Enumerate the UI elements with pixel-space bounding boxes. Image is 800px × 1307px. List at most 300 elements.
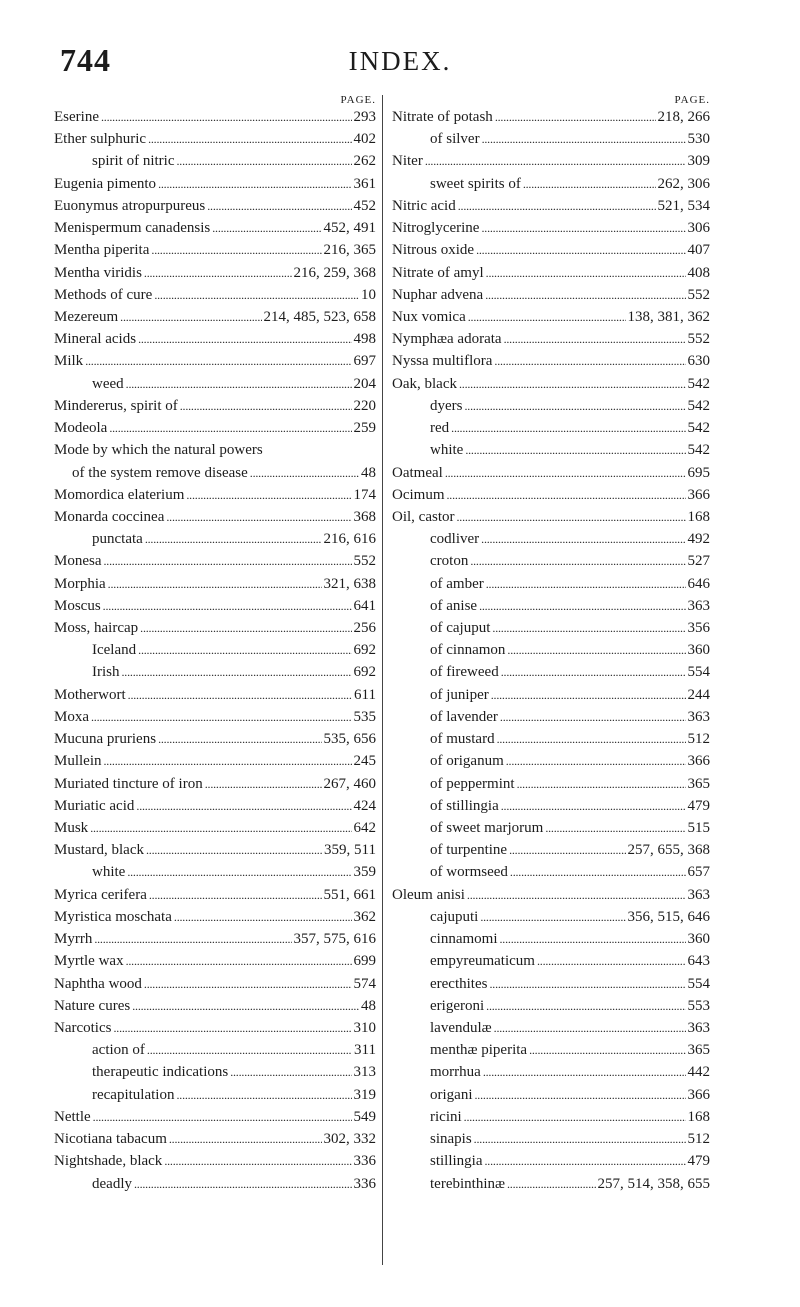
entry-term: Irish — [92, 664, 120, 681]
dot-leader — [149, 884, 322, 906]
dot-leader — [144, 262, 292, 284]
entry-pages: 535, 656 — [323, 731, 376, 748]
dot-leader — [108, 573, 322, 595]
dot-leader — [537, 950, 686, 972]
dot-leader — [145, 528, 322, 550]
index-entry — [54, 195, 376, 217]
index-entry — [54, 1039, 376, 1061]
entry-term: of the system remove disease — [72, 464, 248, 481]
index-entry — [54, 550, 376, 572]
dot-leader — [90, 817, 351, 839]
index-entry — [392, 350, 710, 372]
entry-term: Oatmeal — [392, 464, 443, 481]
entry-term: origani — [430, 1086, 473, 1103]
entry-term: Mineral acids — [54, 331, 137, 348]
entry-term: empyreumaticum — [430, 953, 535, 970]
entry-pages: 692 — [353, 664, 376, 681]
entry-pages: 368 — [353, 508, 376, 525]
entry-pages: 552 — [687, 331, 710, 348]
index-entry — [392, 462, 710, 484]
entry-pages: 697 — [353, 353, 376, 370]
entry-term: Nitrate of potash — [392, 109, 493, 125]
entry-pages: 218, 266 — [657, 109, 710, 125]
index-entry — [392, 395, 710, 417]
index-entry — [54, 262, 376, 284]
entry-pages: 216, 259, 368 — [293, 264, 376, 281]
index-entry — [54, 1173, 376, 1195]
dot-leader — [94, 928, 291, 950]
entry-pages: 554 — [687, 975, 710, 992]
entry-pages: 542 — [687, 420, 710, 437]
index-entry — [54, 439, 376, 461]
entry-pages: 657 — [687, 864, 710, 881]
dot-leader — [492, 617, 685, 639]
dot-leader — [166, 506, 351, 528]
entry-pages: 630 — [687, 353, 710, 370]
entry-pages: 365 — [687, 1042, 710, 1059]
entry-pages: 361 — [353, 175, 376, 192]
index-entry — [54, 617, 376, 639]
entry-term: Nitrate of amyl — [392, 264, 484, 281]
entry-term: stillingia — [430, 1153, 483, 1170]
dot-leader — [205, 773, 322, 795]
entry-term: Nitric acid — [392, 197, 456, 214]
entry-term: erigeroni — [430, 997, 485, 1014]
dot-leader — [138, 328, 351, 350]
entry-term: Nature cures — [54, 997, 131, 1014]
entry-pages: 363 — [687, 886, 710, 903]
index-entry — [392, 817, 710, 839]
entry-pages: 442 — [687, 1064, 710, 1081]
index-entry — [392, 128, 710, 150]
entry-term: recapitulation — [92, 1086, 175, 1103]
entry-term: Nettle — [54, 1108, 91, 1125]
entry-term: Nitrous oxide — [392, 242, 475, 259]
entry-pages: 512 — [687, 731, 710, 748]
dot-leader — [120, 306, 261, 328]
index-entry — [392, 728, 710, 750]
entry-pages: 552 — [687, 286, 710, 303]
index-entry — [54, 573, 376, 595]
entry-pages: 363 — [687, 708, 710, 725]
index-entry — [392, 284, 710, 306]
entry-pages: 262, 306 — [657, 175, 710, 192]
dot-leader — [113, 1017, 351, 1039]
dot-leader — [481, 528, 685, 550]
entry-term: Nux vomica — [392, 308, 466, 325]
index-entry — [54, 284, 376, 306]
dot-leader — [500, 928, 686, 950]
entry-term: dyers — [430, 397, 463, 414]
entry-pages: 551, 661 — [323, 886, 376, 903]
dot-leader — [148, 128, 351, 150]
entry-pages: 257, 514, 358, 655 — [597, 1175, 710, 1192]
entry-term: of turpentine — [430, 842, 508, 859]
entry-term: red — [430, 420, 450, 437]
entry-pages: 642 — [353, 820, 376, 836]
entry-pages: 360 — [687, 931, 710, 948]
entry-term: weed — [92, 375, 124, 392]
dot-leader — [164, 1150, 351, 1172]
entry-term: Myrica cerifera — [54, 886, 147, 903]
index-entry — [392, 506, 710, 528]
dot-leader — [230, 1061, 351, 1083]
entry-term: Myristica moschata — [54, 908, 172, 925]
entry-term: therapeutic indications — [92, 1064, 229, 1081]
page-header — [60, 42, 740, 82]
dot-leader — [507, 1173, 596, 1195]
index-entry — [54, 350, 376, 372]
index-entry — [392, 773, 710, 795]
entry-pages: 214, 485, 523, 658 — [263, 308, 376, 325]
index-entry — [54, 306, 376, 328]
index-entry — [54, 373, 376, 395]
entry-pages: 309 — [687, 153, 710, 170]
index-column-left — [54, 95, 376, 1195]
dot-leader — [134, 1173, 352, 1195]
entry-term: Nyssa multiflora — [392, 353, 493, 370]
entry-term: lavendulæ — [430, 1019, 492, 1036]
entry-term: Myrtle wax — [54, 953, 124, 970]
dot-leader — [207, 195, 351, 217]
entry-term: of cinnamon — [430, 642, 506, 659]
index-entry — [392, 928, 710, 950]
entry-term: Naphtha wood — [54, 975, 142, 992]
entry-term: of anise — [430, 597, 478, 614]
index-entry — [392, 906, 710, 928]
dot-leader — [509, 839, 625, 861]
entry-term: Mentha piperita — [54, 242, 150, 259]
index-entry — [54, 906, 376, 928]
index-entry — [54, 684, 376, 706]
dot-leader — [465, 439, 685, 461]
dot-leader — [91, 706, 352, 728]
entry-pages: 515 — [687, 820, 710, 836]
entry-pages: 699 — [353, 953, 376, 970]
entry-term: Nightshade, black — [54, 1153, 163, 1170]
column-divider — [382, 95, 383, 1265]
entry-term: of lavender — [430, 708, 498, 725]
column-page-label: PAGE. — [674, 94, 710, 106]
entry-pages: 611 — [354, 686, 376, 703]
dot-leader — [486, 573, 686, 595]
entry-pages: 530 — [687, 131, 710, 148]
dot-leader — [158, 173, 351, 195]
entry-pages: 549 — [353, 1108, 376, 1125]
dot-leader — [500, 706, 686, 728]
entry-pages: 293 — [353, 109, 376, 125]
entry-pages: 512 — [687, 1131, 710, 1148]
entry-pages: 244 — [687, 686, 710, 703]
index-entry — [54, 128, 376, 150]
index-entry — [392, 528, 710, 550]
entry-pages: 535 — [353, 708, 376, 725]
entry-term: morrhua — [430, 1064, 481, 1081]
index-entry — [54, 1150, 376, 1172]
entry-pages: 48 — [361, 464, 376, 481]
entry-pages: 10 — [361, 286, 376, 303]
dot-leader — [104, 750, 352, 772]
dot-leader — [495, 106, 656, 128]
index-entry — [54, 839, 376, 861]
dot-leader — [475, 1084, 686, 1106]
entry-pages: 366 — [687, 1086, 710, 1103]
entry-term: sweet spirits of — [430, 175, 521, 192]
entry-pages: 356, 515, 646 — [627, 908, 710, 925]
dot-leader — [501, 795, 686, 817]
entry-pages: 366 — [687, 486, 710, 503]
index-entry — [392, 573, 710, 595]
entry-pages: 138, 381, 362 — [627, 308, 710, 325]
entry-pages: 552 — [353, 553, 376, 570]
index-entry — [54, 217, 376, 239]
entry-pages: 356 — [687, 620, 710, 637]
dot-leader — [470, 550, 685, 572]
index-entry — [392, 373, 710, 395]
index-entry — [54, 395, 376, 417]
index-entry — [54, 928, 376, 950]
index-entry — [54, 150, 376, 172]
entry-pages: 521, 534 — [657, 197, 710, 214]
entry-term: deadly — [92, 1175, 132, 1192]
entry-term: Methods of cure — [54, 286, 153, 303]
index-entry — [392, 262, 710, 284]
index-entry — [392, 306, 710, 328]
index-entry — [392, 417, 710, 439]
index-entry — [392, 973, 710, 995]
index-entry — [392, 217, 710, 239]
index-entry — [392, 195, 710, 217]
dot-leader — [136, 795, 351, 817]
entry-term: Musk — [54, 820, 89, 836]
dot-leader — [154, 284, 359, 306]
entry-term: of amber — [430, 575, 484, 592]
entry-term: white — [430, 442, 464, 459]
entry-term: sinapis — [430, 1131, 472, 1148]
entry-pages: 220 — [353, 397, 376, 414]
index-entry — [392, 617, 710, 639]
entry-pages: 574 — [353, 975, 376, 992]
dot-leader — [485, 284, 685, 306]
entry-term: Mucuna pruriens — [54, 731, 157, 748]
index-entry — [54, 773, 376, 795]
entry-pages: 48 — [361, 997, 376, 1014]
index-entry — [392, 684, 710, 706]
index-entry — [392, 639, 710, 661]
entry-pages: 321, 638 — [323, 575, 376, 592]
entry-pages: 452, 491 — [323, 220, 376, 237]
dot-leader — [494, 350, 685, 372]
index-entry — [54, 795, 376, 817]
entry-term: of sweet marjorum — [430, 820, 544, 836]
entry-pages: 306 — [687, 220, 710, 237]
entry-pages: 542 — [687, 397, 710, 414]
entry-pages: 267, 460 — [323, 775, 376, 792]
dot-leader — [481, 217, 685, 239]
entry-pages: 204 — [353, 375, 376, 392]
index-entry — [392, 150, 710, 172]
entry-pages: 359 — [353, 864, 376, 881]
entry-term: Motherwort — [54, 686, 126, 703]
index-entry — [392, 1128, 710, 1150]
dot-leader — [482, 128, 686, 150]
entry-pages: 319 — [353, 1086, 376, 1103]
entry-term: of fireweed — [430, 664, 499, 681]
entry-pages: 311 — [354, 1042, 376, 1059]
entry-term: Nitroglycerine — [392, 220, 480, 237]
entry-pages: 336 — [353, 1153, 376, 1170]
index-entry — [392, 950, 710, 972]
dot-leader — [486, 995, 685, 1017]
dot-leader — [128, 684, 352, 706]
entry-term: of peppermint — [430, 775, 515, 792]
entry-pages: 646 — [687, 575, 710, 592]
entry-term: Muriated tincture of iron — [54, 775, 203, 792]
index-entry — [54, 728, 376, 750]
dot-leader — [504, 328, 686, 350]
dot-leader — [174, 906, 352, 928]
index-entry — [54, 884, 376, 906]
entry-pages: 302, 332 — [323, 1131, 376, 1148]
index-entry — [392, 750, 710, 772]
dot-leader — [109, 417, 351, 439]
index-entry — [392, 661, 710, 683]
index-entry — [54, 1106, 376, 1128]
index-entry — [54, 528, 376, 550]
entry-pages: 262 — [353, 153, 376, 170]
entry-pages: 554 — [687, 664, 710, 681]
entry-pages: 168 — [687, 508, 710, 525]
dot-leader — [177, 150, 352, 172]
entry-term: terebinthinæ — [430, 1175, 505, 1192]
dot-leader — [485, 1150, 686, 1172]
index-entry — [54, 1017, 376, 1039]
entry-term: codliver — [430, 531, 480, 548]
index-entry — [54, 328, 376, 350]
entry-term: Muriatic acid — [54, 797, 135, 814]
dot-leader — [447, 484, 686, 506]
entry-term: of mustard — [430, 731, 495, 748]
index-entry — [392, 1150, 710, 1172]
index-entry — [392, 239, 710, 261]
entry-term: Oil, castor — [392, 508, 455, 525]
entry-term: Morphia — [54, 575, 106, 592]
entry-term: Moxa — [54, 708, 89, 725]
index-entry — [54, 817, 376, 839]
index-entry — [392, 595, 710, 617]
dot-leader — [176, 1084, 351, 1106]
entry-pages: 542 — [687, 375, 710, 392]
entry-term: Mode by which the natural powers — [54, 442, 263, 459]
index-entry — [392, 328, 710, 350]
index-entry — [392, 1106, 710, 1128]
index-entry — [392, 795, 710, 817]
index-entry — [54, 417, 376, 439]
index-entry — [392, 1039, 710, 1061]
entry-term: Ether sulphuric — [54, 131, 147, 148]
entry-term: Eserine — [54, 109, 99, 125]
entry-pages: 452 — [353, 197, 376, 214]
entry-pages: 695 — [687, 464, 710, 481]
entry-term: Euonymus atropurpureus — [54, 197, 206, 214]
dot-leader — [456, 506, 685, 528]
entry-term: spirit of nitric — [92, 153, 175, 170]
dot-leader — [180, 395, 352, 417]
dot-leader — [459, 373, 686, 395]
index-entry — [392, 1084, 710, 1106]
dot-leader — [480, 906, 625, 928]
dot-leader — [85, 350, 351, 372]
index-entry — [54, 661, 376, 683]
entry-pages: 216, 616 — [323, 531, 376, 548]
index-entry — [54, 1084, 376, 1106]
dot-leader — [250, 462, 359, 484]
entry-term: Moscus — [54, 597, 101, 614]
entry-pages: 336 — [353, 1175, 376, 1192]
dot-leader — [144, 973, 352, 995]
entry-term: Narcotics — [54, 1019, 112, 1036]
index-entry — [54, 995, 376, 1017]
index-entry — [392, 439, 710, 461]
index-entry — [54, 1128, 376, 1150]
entry-pages: 408 — [687, 264, 710, 281]
entry-term: white — [92, 864, 126, 881]
dot-leader — [151, 239, 321, 261]
dot-leader — [467, 884, 686, 906]
entry-pages: 360 — [687, 642, 710, 659]
index-entry — [54, 484, 376, 506]
index-entry — [392, 861, 710, 883]
dot-leader — [104, 550, 352, 572]
entry-term: Momordica elaterium — [54, 486, 185, 503]
entry-term: of cajuput — [430, 620, 491, 637]
index-entry — [54, 973, 376, 995]
entry-pages: 479 — [687, 1153, 710, 1170]
entry-pages: 363 — [687, 1019, 710, 1036]
dot-leader — [476, 239, 685, 261]
dot-leader — [479, 595, 685, 617]
page-number: 744 — [60, 42, 111, 78]
dot-leader — [529, 1039, 685, 1061]
dot-leader — [545, 817, 685, 839]
entry-pages: 245 — [353, 753, 376, 770]
dot-leader — [507, 639, 685, 661]
entry-term: Myrrh — [54, 931, 93, 948]
entry-pages: 492 — [687, 531, 710, 548]
entry-term: action of — [92, 1042, 145, 1059]
entry-pages: 362 — [353, 908, 376, 925]
entry-term: Menispermum canadensis — [54, 220, 211, 237]
entry-pages: 310 — [353, 1019, 376, 1036]
dot-leader — [186, 484, 351, 506]
dot-leader — [486, 262, 686, 284]
index-entries-right — [392, 106, 710, 1195]
entry-pages: 424 — [353, 797, 376, 814]
index-entry — [392, 706, 710, 728]
entry-pages: 216, 365 — [323, 242, 376, 259]
index-entry — [54, 106, 376, 128]
index-entry — [54, 639, 376, 661]
entry-term: Monarda coccinea — [54, 508, 165, 525]
entry-term: Iceland — [92, 642, 137, 659]
entry-term: of juniper — [430, 686, 489, 703]
entry-term: punctata — [92, 531, 143, 548]
dot-leader — [103, 595, 352, 617]
dot-leader — [501, 661, 686, 683]
entry-pages: 479 — [687, 797, 710, 814]
dot-leader — [140, 617, 351, 639]
dot-leader — [101, 106, 352, 128]
